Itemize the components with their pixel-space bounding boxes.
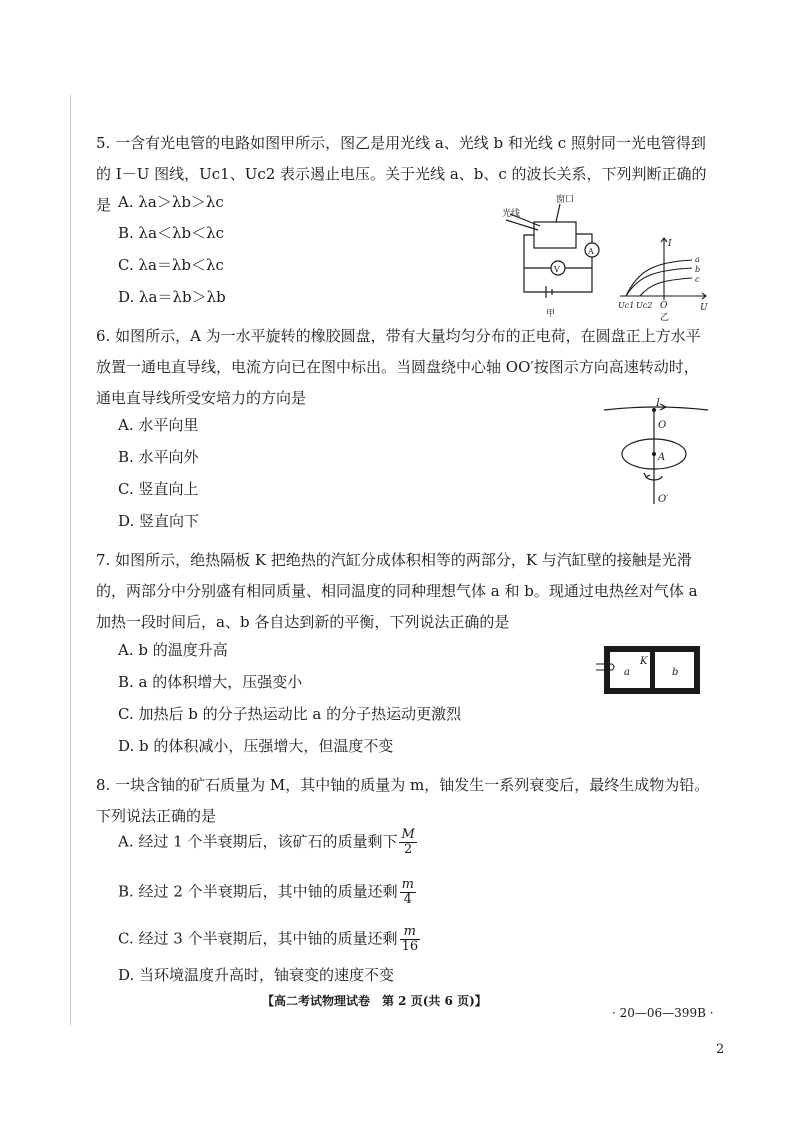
q7-figure — [596, 642, 704, 698]
question-8 — [96, 770, 712, 832]
q5-figure — [500, 192, 712, 322]
q8-option-b — [118, 878, 416, 907]
question-7-stem: 7. 如图所示，绝热隔板 K 把绝热的汽缸分成体积相等的两部分，K 与汽缸壁的接触是光滑的，两部分中分别盛有相同质量、相同温度的同种理想气体 a 和 b。现通过电热丝对气体 a 加热一段时间后，a、b 各自达到新的平衡，下列说法正确的是 — [96, 551, 698, 631]
question-6-stem: 6. 如图所示，A 为一水平旋转的橡胶圆盘，带有大量均匀分布的正电荷，在圆盘正上方水平放置一通电直导线，电流方向已在图中标出。当圆盘绕中心轴 OO′按图示方向高速转动时，通电直导线所受安培力的方向是 — [96, 327, 701, 407]
partition-k-label: K — [640, 656, 648, 667]
figure-jia-label: 甲 — [546, 309, 556, 319]
q6-option-c: C. 竖直向上 — [118, 480, 199, 498]
exam-code: · 20—06—399B · — [612, 1006, 714, 1020]
q6-option-d: D. 竖直向下 — [118, 512, 200, 530]
gas-a-label: a — [624, 667, 630, 678]
q8-option-d — [118, 964, 394, 986]
page-number: 2 — [716, 1042, 725, 1057]
window-label: 窗口 — [556, 195, 575, 205]
q8-option-c-text: C. 经过 3 个半衰期后，其中铀的质量还剩 — [118, 929, 398, 948]
axis-o-label: O — [658, 420, 667, 431]
q5-option-c: C. λa＝λb＜λc — [118, 256, 224, 274]
u-axis-label: U — [700, 303, 708, 313]
origin-label: O — [660, 301, 668, 311]
q7-option-b: B. a 的体积增大，压强变小 — [118, 673, 303, 691]
gas-b-label: b — [672, 667, 679, 678]
q7-option-d: D. b 的体积减小，压强增大，但温度不变 — [118, 737, 394, 755]
question-8-stem: 8. 一块含铀的矿石质量为 M，其中铀的质量为 m，铀发生一系列衰变后，最终生成物为铅。下列说法正确的是 — [96, 776, 710, 825]
q8-option-a — [118, 828, 417, 857]
light-label: 光线 — [502, 209, 521, 219]
question-5-stem: 5. 一含有光电管的电路如图甲所示，图乙是用光线 a、光线 b 和光线 c 照射同一光电管得到的 I－U 图线，Uc1、Uc2 表示遏止电压。关于光线 a、b、c 的波长关系，下列判断正确的是 — [96, 134, 707, 214]
scan-edge-line — [70, 95, 71, 1025]
voltmeter-label: V — [554, 265, 560, 274]
q7-option-a: A. b 的温度升高 — [118, 641, 228, 659]
i-axis-label: I — [668, 239, 672, 249]
q6-option-a: A. 水平向里 — [118, 416, 199, 434]
q7-option-c: C. 加热后 b 的分子热运动比 a 的分子热运动更激烈 — [118, 705, 462, 723]
q6-option-b: B. 水平向外 — [118, 448, 199, 466]
q8-option-a-text: A. 经过 1 个半衰期后，该矿石的质量剩下 — [118, 832, 398, 851]
uc2-label: Uc2 — [636, 301, 653, 310]
page-footer: 【高二考试物理试卷 第 2 页(共 6 页)】 — [262, 994, 487, 1008]
question-7 — [96, 545, 712, 638]
figure-yi-label: 乙 — [660, 313, 670, 322]
q5-option-d: D. λa＝λb＞λb — [118, 288, 226, 306]
curve-a-label: a — [695, 255, 700, 264]
q5-option-b: B. λa＜λb＜λc — [118, 224, 225, 242]
uc1-label: Uc1 — [618, 301, 635, 310]
q5-option-a: A. λa＞λb＞λc — [118, 193, 224, 211]
disk-a-label: A — [658, 452, 666, 463]
ammeter-label: A — [588, 247, 594, 256]
current-i-label: I — [656, 398, 660, 409]
fraction-m-over-2: $\frac{M}{2}$ — [401, 827, 415, 857]
curve-c-label: c — [695, 275, 700, 284]
curve-b-label: b — [695, 265, 701, 274]
axis-o-prime-label: O′ — [658, 494, 669, 505]
q8-option-b-text: B. 经过 2 个半衰期后，其中铀的质量还剩 — [118, 882, 398, 901]
q6-figure — [600, 396, 712, 510]
iu-graph — [620, 238, 706, 300]
fraction-m-over-16: $\frac{m}{16}$ — [401, 924, 419, 954]
fraction-m-over-4: $\frac{m}{4}$ — [401, 877, 414, 907]
q8-option-d-text: D. 当环境温度升高时，铀衰变的速度不变 — [118, 966, 395, 984]
q8-option-c — [118, 925, 420, 954]
